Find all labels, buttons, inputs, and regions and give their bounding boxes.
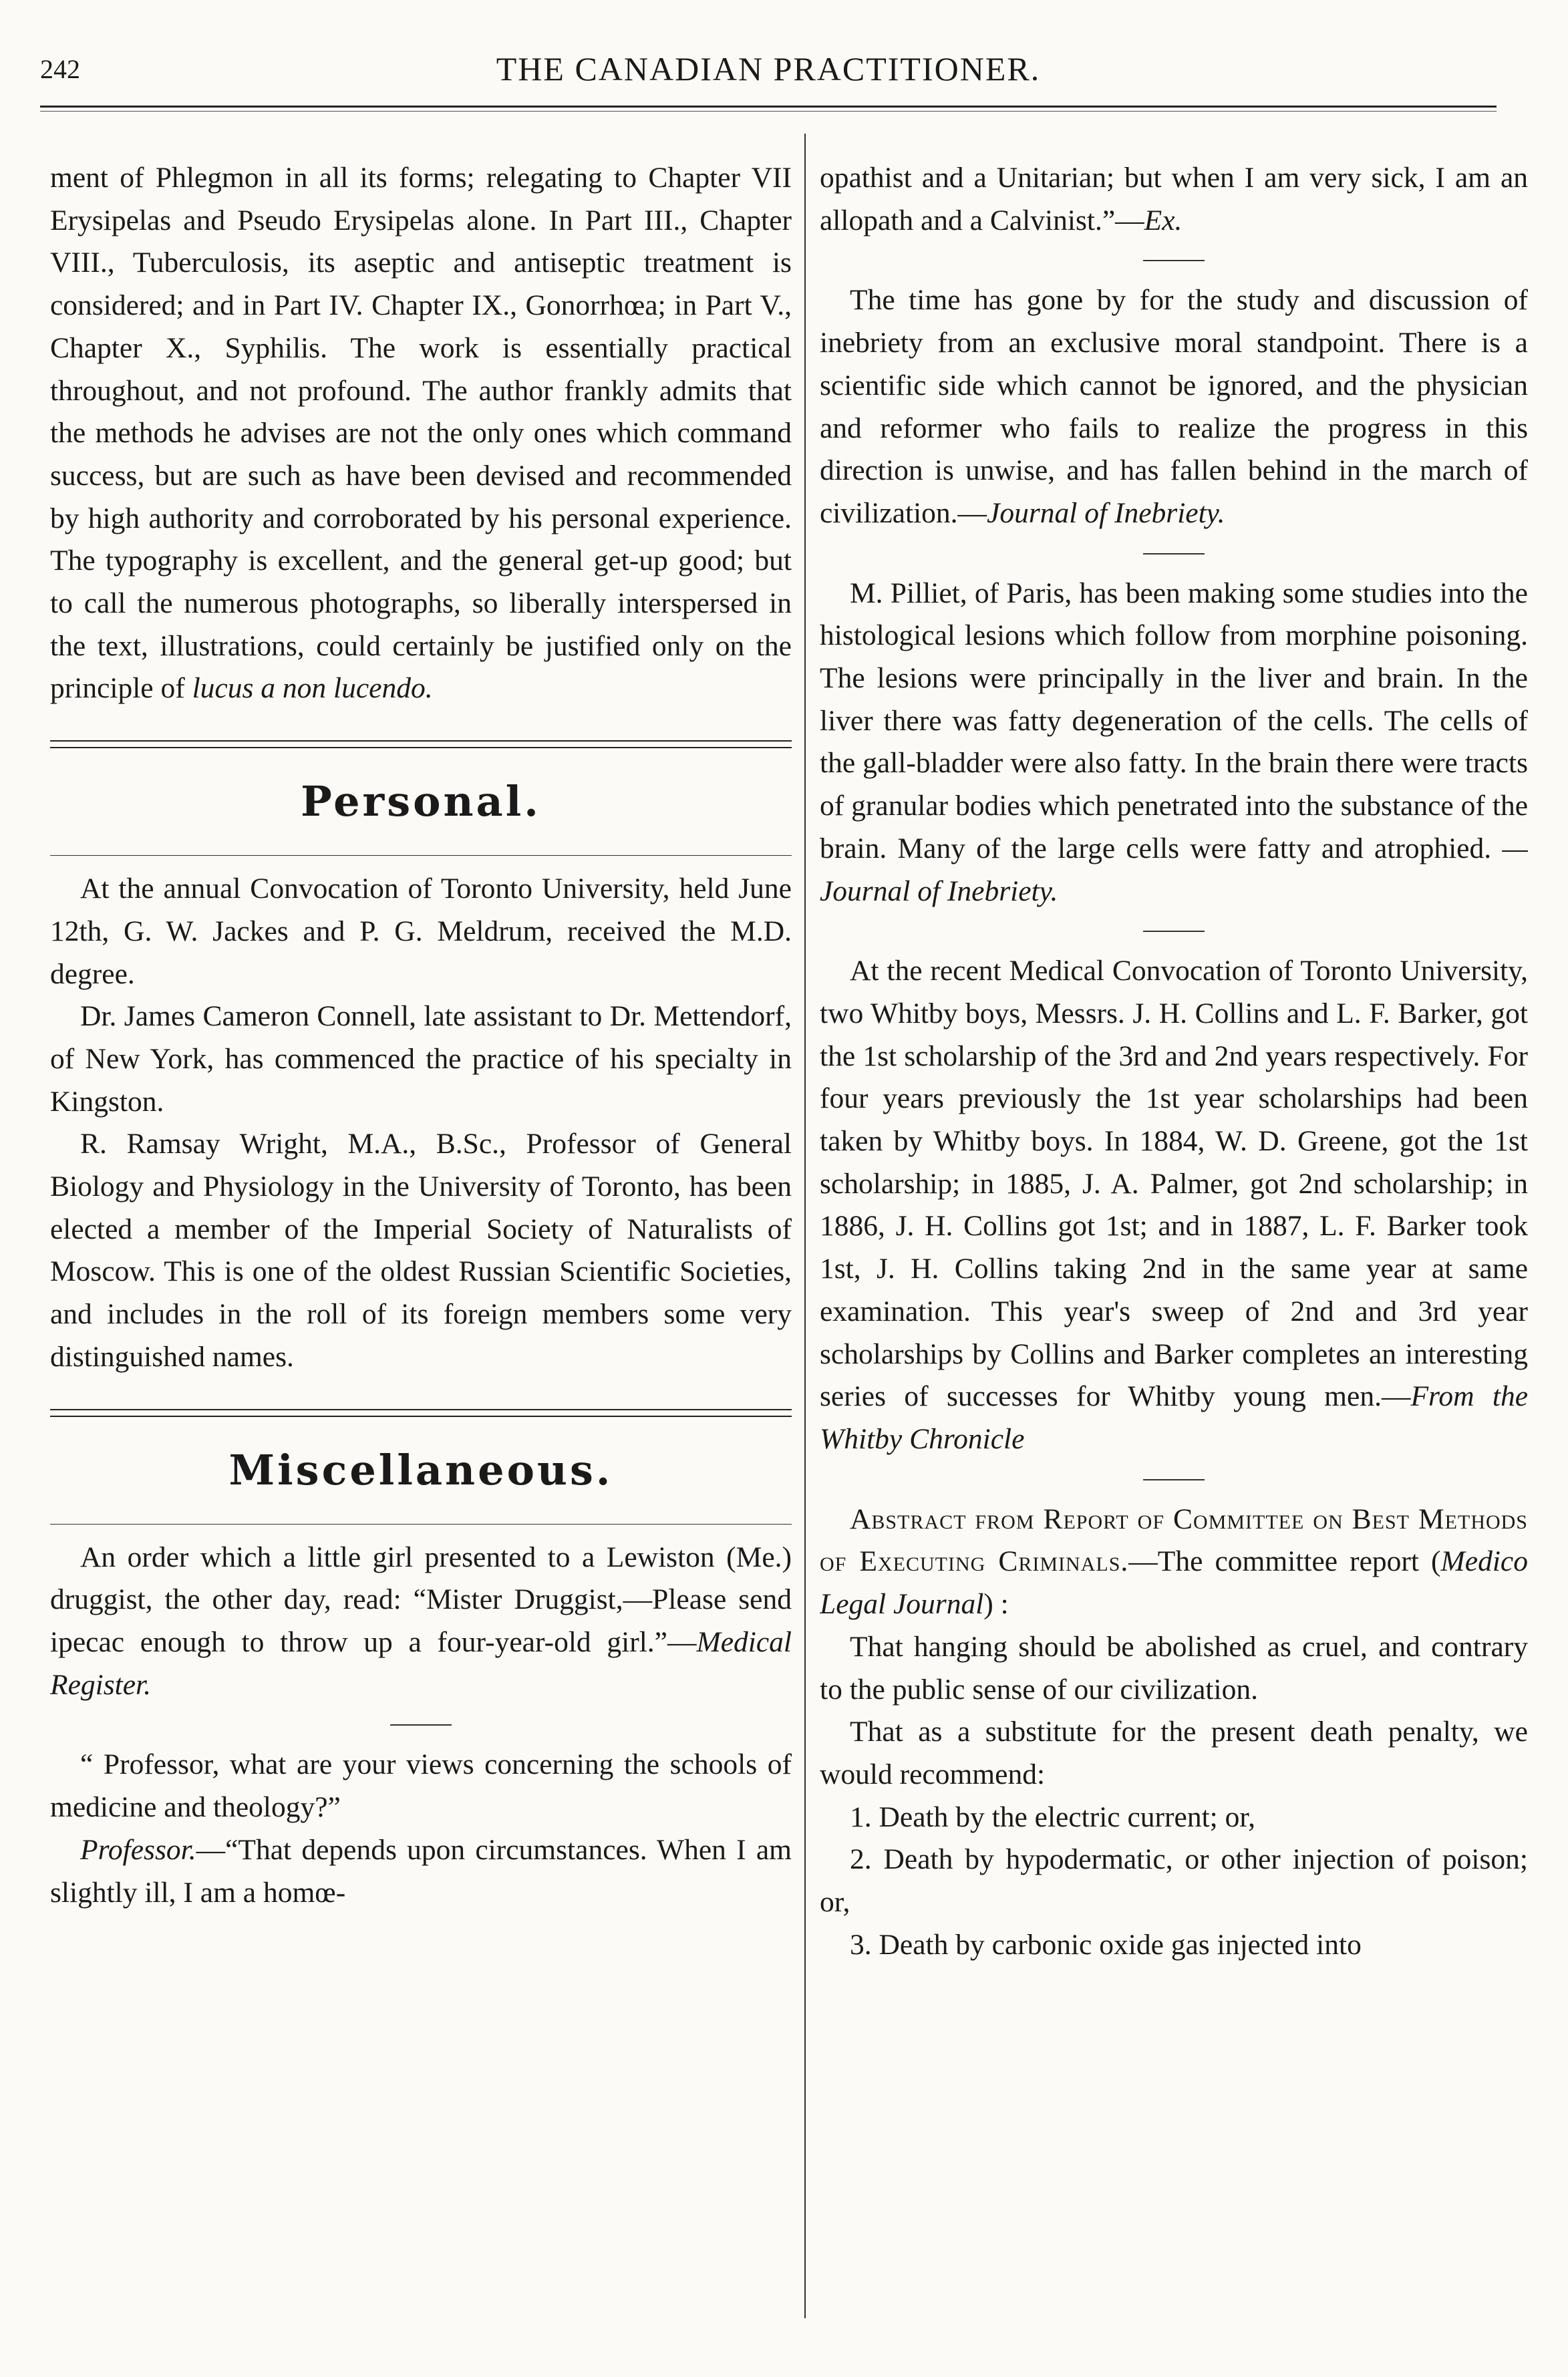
misc-item: An order which a little girl presented to a Lewiston (Me.) druggist, the other day, read: “Mister Druggist,—Please send ipecac enough to throw up a four-year-old girl.”—Medical Register. (50, 1541, 792, 1701)
abstract-list-item: 3. Death by carbonic oxide gas injected into (850, 1928, 1362, 1961)
abstract-list-item: 1. Death by the electric current; or, (850, 1800, 1255, 1833)
inebriety-item: The time has gone by for the study and discussion of inebriety from an exclusive moral standpoint. There is a scientific side which cannot be ignored, and the physician and reformer who fails to realize the progress in this direction is unwise, and has fallen behind in the march of civilization.—Journal of Inebriety. (820, 284, 1528, 529)
page-header (40, 47, 1497, 100)
abstract-paragraph: That hanging should be abolished as cruel, and contrary to the public sense of our civilization. (820, 1630, 1528, 1706)
whitby-item: At the recent Medical Convocation of Toronto University, two Whitby boys, Messrs. J. H. Collins and L. F. Barker, got the 1st scholarship of the 3rd and 2nd years respectively. For four years previously the 1st year scholarships had been taken by Whitby boys. In 1884, W. D. Greene, got the 1st scholarship; in 1885, J. A. Palmer, got 2nd scholarship; in 1886, J. H. Collins got 1st; and in 1887, L. F. Barker took 1st, J. H. Collins taking 2nd in the same year at same examination. This year's sweep of 2nd and 3rd year scholarships by Collins and Barker completes an interesting series of successes for Whitby young men.—From the Whitby Chronicle (820, 955, 1528, 1455)
pilliet-item: M. Pilliet, of Paris, has been making some studies into the histological lesions which follow from morphine poisoning. The lesions were principally in the liver and brain. In the liver there was fatty degeneration of the cells. The cells of the gall-bladder were also fatty. In the brain there were tracts of granular bodies which penetrated into the substance of the brain. Many of the large cells were fatty and atrophied. —Journal of Inebriety. (820, 577, 1528, 907)
abstract-paragraph: That as a substitute for the present death penalty, we would recommend: (820, 1716, 1528, 1790)
column-divider (804, 134, 806, 2318)
misc-item: “ Professor, what are your views concerning the schools of medicine and theology?” (50, 1748, 792, 1824)
personal-item: R. Ramsay Wright, M.A., B.Sc., Professor of General Biology and Physiology in the University of Toronto, has been elected a member of the Imperial Society of Naturalists of Moscow. This is one of the oldest Russian Scientific Societies, and includes in the roll of its foreign members some very distinguished names. (50, 1128, 792, 1373)
header-rule (40, 106, 1497, 112)
item-separator (390, 1724, 452, 1726)
item-separator (1143, 931, 1205, 932)
item-separator (1143, 553, 1205, 554)
abstract-item: Abstract from Report of Committee on Best Methods of Executing Criminals.—The committee report (Medico Legal Journal) : (820, 1502, 1528, 1621)
section-rule (50, 1409, 792, 1417)
personal-item: Dr. James Cameron Connell, late assistant to Dr. Mettendorf, of New York, has commenced the practice of his specialty in Kingston. (50, 1000, 792, 1118)
latin-phrase: lucus a non lucendo. (192, 672, 433, 705)
miscellaneous-heading: Miscellaneous. (228, 1445, 613, 1494)
page-number: 242 (40, 54, 80, 84)
item-separator (1143, 260, 1205, 261)
review-continuation: ment of Phlegmon in all its forms; relegating to Chapter VII Erysipelas and Pseudo Erysipelas alone. In Part III., Chapter VIII., Tuberculosis, its aseptic and antiseptic treatment is considered; and in Part IV. Chapter IX., Gonorrhœa; in Part V., Chapter X., Syphilis. The work is essentially practical throughout, and not profound. The author frankly admits that the methods he advises are not the only ones which command success, but are such as have been devised and recommended by high authority and corroborated by his personal experience. The typography is excellent, and the general get-up good; but to call the numerous photographs, so liberally interspersed in the text, illustrations, could certainly be justified only on the principle of lucus a non lucendo. (50, 162, 792, 705)
abstract-list-item: 2. Death by hypodermatic, or other injection of poison; or, (820, 1843, 1528, 1919)
personal-heading: Personal. (301, 777, 541, 826)
section-rule (50, 740, 792, 748)
personal-item: At the annual Convocation of Toronto University, held June 12th, G. W. Jackes and P. G. Meldrum, received the M.D. degree. (50, 873, 792, 990)
left-column (50, 157, 792, 2355)
running-title: THE CANADIAN PRACTITIONER. (496, 50, 1041, 88)
misc-item: Professor.—“That depends upon circumstances. When I am slightly ill, I am a homœ- (50, 1833, 792, 1909)
item-separator (1143, 1479, 1205, 1480)
right-column (820, 157, 1528, 2355)
misc-item-continuation: opathist and a Unitarian; but when I am very sick, I am an allopath and a Calvinist.”—Ex. (820, 162, 1528, 236)
